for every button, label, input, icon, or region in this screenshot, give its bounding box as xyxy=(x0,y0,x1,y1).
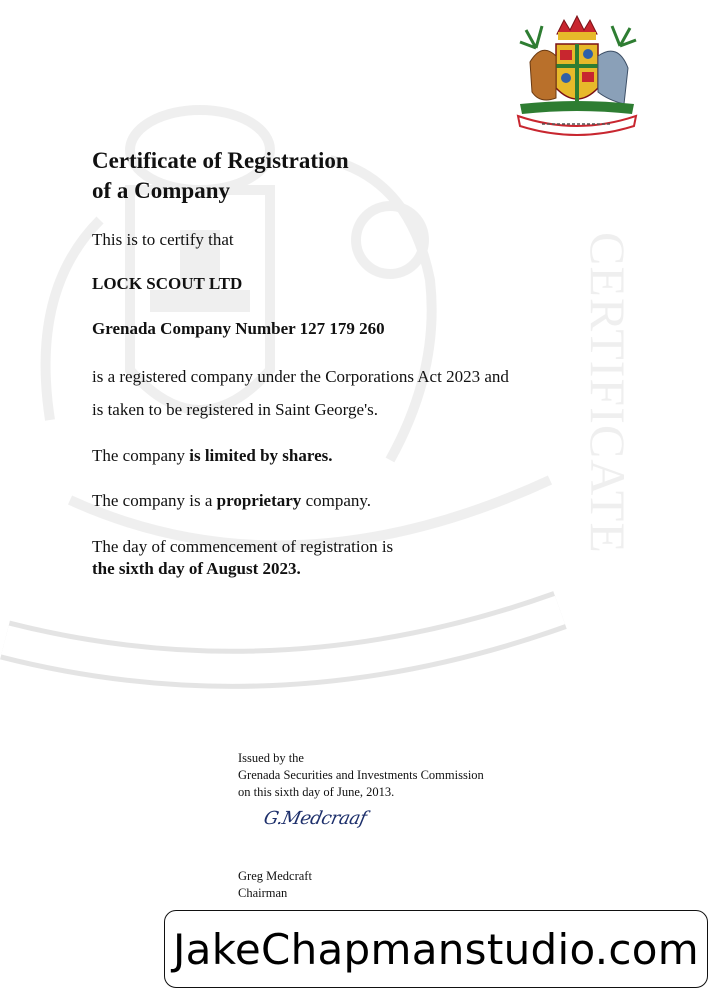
certificate-title xyxy=(92,146,349,206)
company-name: LOCK SCOUT LTD xyxy=(92,274,243,293)
commencement-date: the sixth day of August 2023. xyxy=(92,559,301,578)
issued-line-3: on this sixth day of June, 2013. xyxy=(238,785,395,799)
signature: G.Medcraaf xyxy=(261,808,369,829)
company-type-statement xyxy=(92,490,371,512)
company-type-prefix: The company is a xyxy=(92,491,217,510)
certify-intro: This is to certify that xyxy=(92,230,234,249)
signer-block xyxy=(238,868,312,902)
title-line-2: of a Company xyxy=(92,178,231,203)
liability-type: is limited by shares. xyxy=(189,446,333,465)
grenada-coat-of-arms-icon xyxy=(512,12,642,136)
site-watermark-label xyxy=(164,910,708,988)
issued-line-2: Grenada Securities and Investments Commission xyxy=(238,768,484,782)
issued-line-1: Issued by the xyxy=(238,751,304,765)
certificate-vertical-watermark: CERTIFICATE xyxy=(580,232,636,554)
liability-statement xyxy=(92,445,333,467)
site-watermark-text: JakeChapmanstudio.com xyxy=(172,924,699,974)
registration-statement-line-1: is a registered company under the Corporations Act 2023 and xyxy=(92,367,509,386)
signer-title: Chairman xyxy=(238,886,288,900)
registration-statement-line-2: is taken to be registered in Saint George's. xyxy=(92,400,379,419)
liability-prefix: The company xyxy=(92,446,190,465)
motto-ribbon-watermark xyxy=(0,560,600,700)
company-number: Grenada Company Number 127 179 260 xyxy=(92,319,385,338)
issued-by-block xyxy=(238,750,484,801)
commencement-label: The day of commencement of registration is xyxy=(92,537,394,556)
company-type: proprietary xyxy=(216,491,302,510)
signer-name: Greg Medcraft xyxy=(238,869,312,883)
title-line-1: Certificate of Registration xyxy=(92,148,349,173)
company-type-suffix: company. xyxy=(301,491,372,510)
